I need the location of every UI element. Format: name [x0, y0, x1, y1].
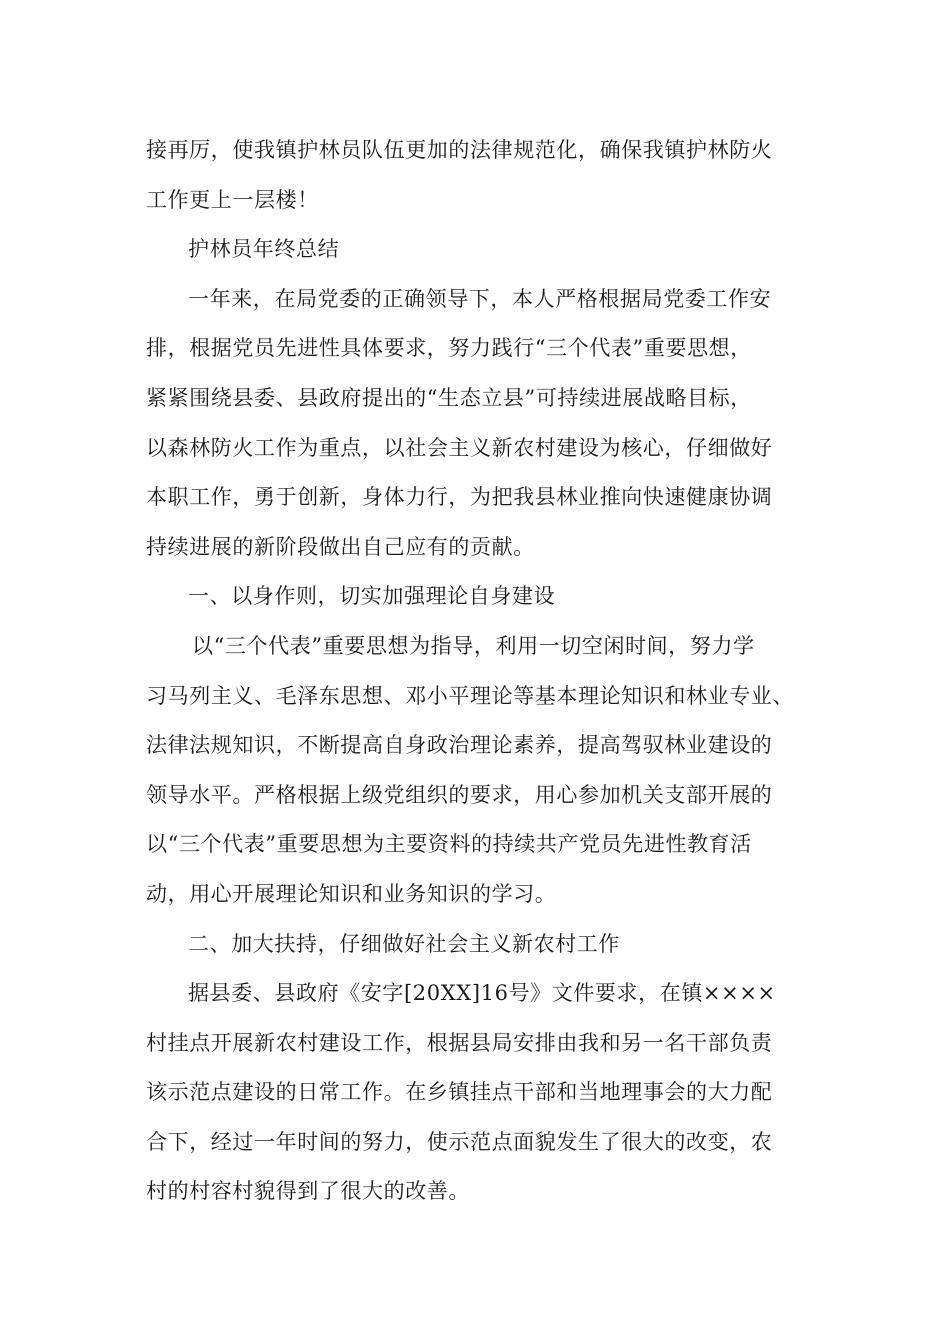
text-line: 本职工作，勇于创新，身体力行，为把我县林业推向快速健康协调 — [146, 485, 773, 510]
paragraph-start-line: 据县委、县政府《安字[20XX]16号》文件要求，在镇×××× — [188, 981, 776, 1006]
text-line: 以“三个代表”重要思想为主要资料的持续共产党员先进性教育活 — [146, 832, 752, 857]
section-title: 护林员年终总结 — [188, 237, 340, 262]
text-line: 村挂点开展新农村建设工作，根据县局安排由我和另一名干部负责 — [146, 1030, 773, 1055]
text-line: 紧紧围绕县委、县政府提出的“生态立县”可持续进展战略目标， — [146, 385, 752, 410]
document-body — [146, 126, 826, 1217]
text-line: 动，用心开展理论知识和业务知识的学习。 — [146, 881, 557, 906]
text-line: 合下，经过一年时间的努力，使示范点面貌发生了很大的改变，农 — [146, 1129, 773, 1154]
text-line: 习马列主义、毛泽东思想、邓小平理论等基本理论知识和林业专业、 — [146, 683, 794, 708]
text-line: 村的村容村貌得到了很大的改善。 — [146, 1179, 470, 1204]
text-line: 领导水平。严格根据上级党组织的要求，用心参加机关支部开展的 — [146, 782, 773, 807]
text-line: 该示范点建设的日常工作。在乡镇挂点干部和当地理事会的大力配 — [146, 1080, 773, 1105]
text-line: 法律法规知识，不断提高自身政治理论素养，提高驾驭林业建设的 — [146, 733, 773, 758]
text-line: 持续进展的新阶段做出自己应有的贡献。 — [146, 534, 535, 559]
section-heading: 一、以身作则，切实加强理论自身建设 — [188, 584, 556, 609]
paragraph-start-line: 一年来，在局党委的正确领导下，本人严格根据局党委工作安 — [188, 286, 772, 311]
paragraph-start-line: 以“三个代表”重要思想为指导，利用一切空闲时间，努力学 — [192, 633, 755, 658]
text-line: 以森林防火工作为重点，以社会主义新农村建设为核心，仔细做好 — [146, 435, 773, 460]
text-line: 接再厉，使我镇护林员队伍更加的法律规范化，确保我镇护林防火 — [146, 138, 773, 162]
text-line: 工作更上一层楼！ — [146, 187, 319, 212]
section-heading: 二、加大扶持，仔细做好社会主义新农村工作 — [188, 931, 620, 956]
text-line: 排，根据党员先进性具体要求，努力践行“三个代表”重要思想， — [146, 336, 752, 361]
